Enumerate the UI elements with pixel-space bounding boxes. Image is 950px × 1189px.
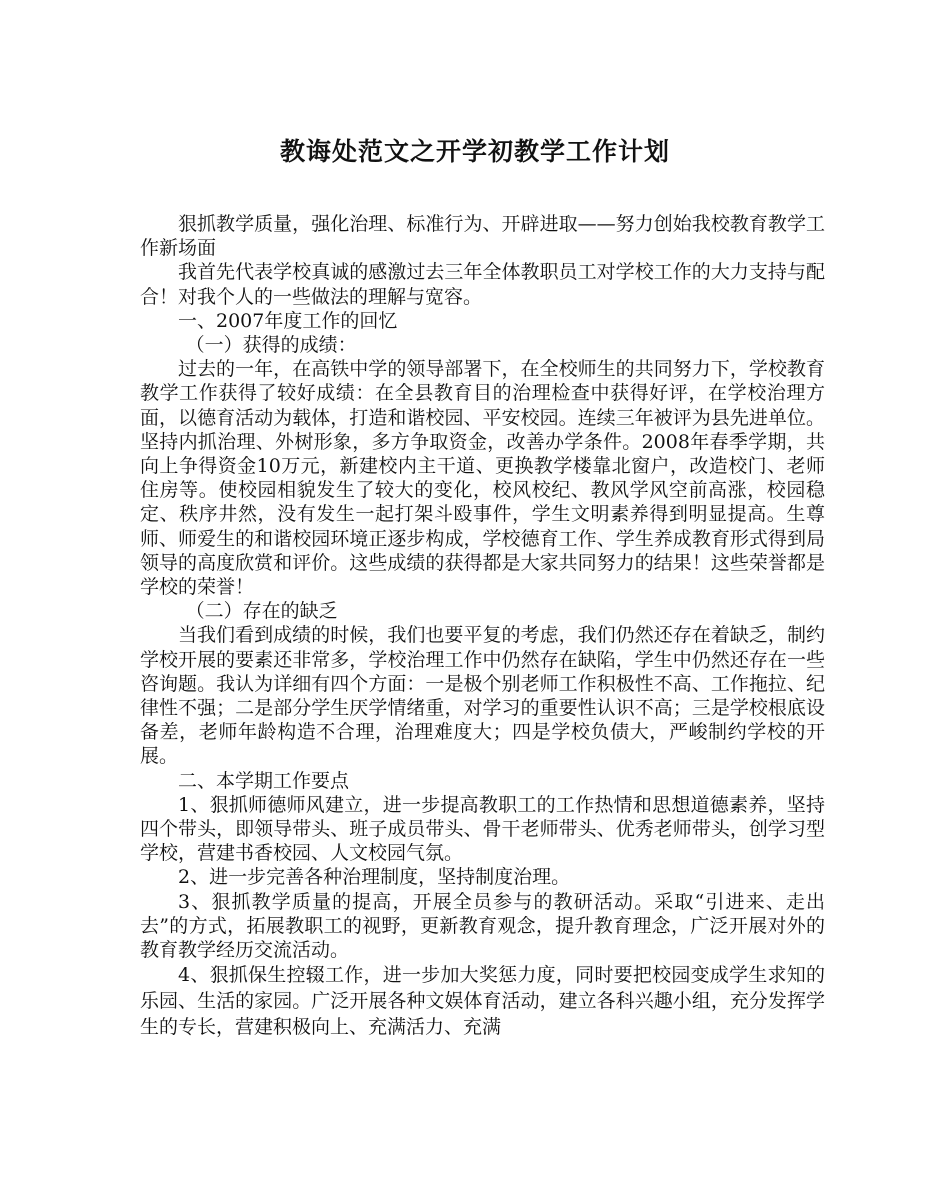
- list-item-2: 2、进一步完善各种治理制度，坚持制度治理。: [178, 866, 571, 889]
- list-item-1: 1、狠抓师德师风建立，进一步提高教职工的工作热情和思想道德素养，坚持四个带头，即领导带头、班子成员带头、骨干老师带头、优秀老师带头，创学习型学校，营建书香校园、人文校园气氛。: [140, 793, 825, 865]
- paragraph-intro: 狠抓教学质量，强化治理、标准行为、开辟进取——努力创始我校教育教学工作新场面: [140, 213, 825, 260]
- paragraph-achievements: 过去的一年，在高铁中学的领导部署下，在全校师生的共同努力下，学校教育教学工作获得了较好成绩：在全县教育目的治理检查中获得好评，在学校治理方面，以德育活动为载体，打造和谐校园、平安校园。连续三年被评为县先进单位。坚持内抓治理、外树形象，多方争取资金，改善办学条件。2008年春季学期，共向上争得资金10万元，新建校内主干道、更换教学楼靠北窗户，改造校门、老师住房等。使校园相貌发生了较大的变化，校风校纪、教风学风空前高涨，校园稳定、秩序井然，没有发生一起打架斗殴事件，学生文明素养得到明显提高。生尊师、师爱生的和谐校园环境正逐步构成，学校德育工作、学生养成教育形式得到局领导的高度欣赏和评价。这些成绩的获得都是大家共同努力的结果！这些荣誉都是学校的荣誉！: [140, 358, 825, 599]
- paragraph-thanks: 我首先代表学校真诚的感激过去三年全体教职员工对学校工作的大力支持与配合！对我个人的一些做法的理解与宽容。: [140, 261, 825, 308]
- document-body: [140, 212, 825, 1040]
- section-heading-review: 一、2007年度工作的回忆: [178, 309, 398, 332]
- list-item-4: 4、狠抓保生控辍工作，进一步加大奖惩力度，同时要把校园变成学生求知的乐园、生活的家园。广泛开展各种文娱体育活动，建立各科兴趣小组，充分发挥学生的专长，营建积极向上、充满活力、充满: [140, 964, 825, 1039]
- paragraph-shortcomings: 当我们看到成绩的时候，我们也要平复的考虑，我们仍然还存在着缺乏，制约学校开展的要素还非常多，学校治理工作中仍然存在缺陷，学生中仍然还存在一些咨询题。我认为详细有四个方面：一是极个别老师工作积极性不高、工作拖拉、纪律性不强；二是部分学生厌学情绪重，对学习的重要性认识不高；三是学校根底设备差，老师年龄构造不合理，治理难度大；四是学校负债大，严峻制约学校的开展。: [140, 624, 825, 768]
- section-heading-key-points: 二、本学期工作要点: [178, 769, 350, 792]
- subheading-achievements: （一）获得的成绩：: [185, 334, 357, 357]
- subheading-shortcomings: （二）存在的缺乏: [185, 600, 338, 623]
- document-title: 教诲处范文之开学初教学工作计划: [279, 137, 670, 166]
- list-item-3: 3、狠抓教学质量的提高，开展全员参与的教研活动。采取“引进来、走出去”的方式，拓展教职工的视野，更新教育观念，提升教育理念，广泛开展对外的教育教学经历交流活动。: [140, 890, 825, 962]
